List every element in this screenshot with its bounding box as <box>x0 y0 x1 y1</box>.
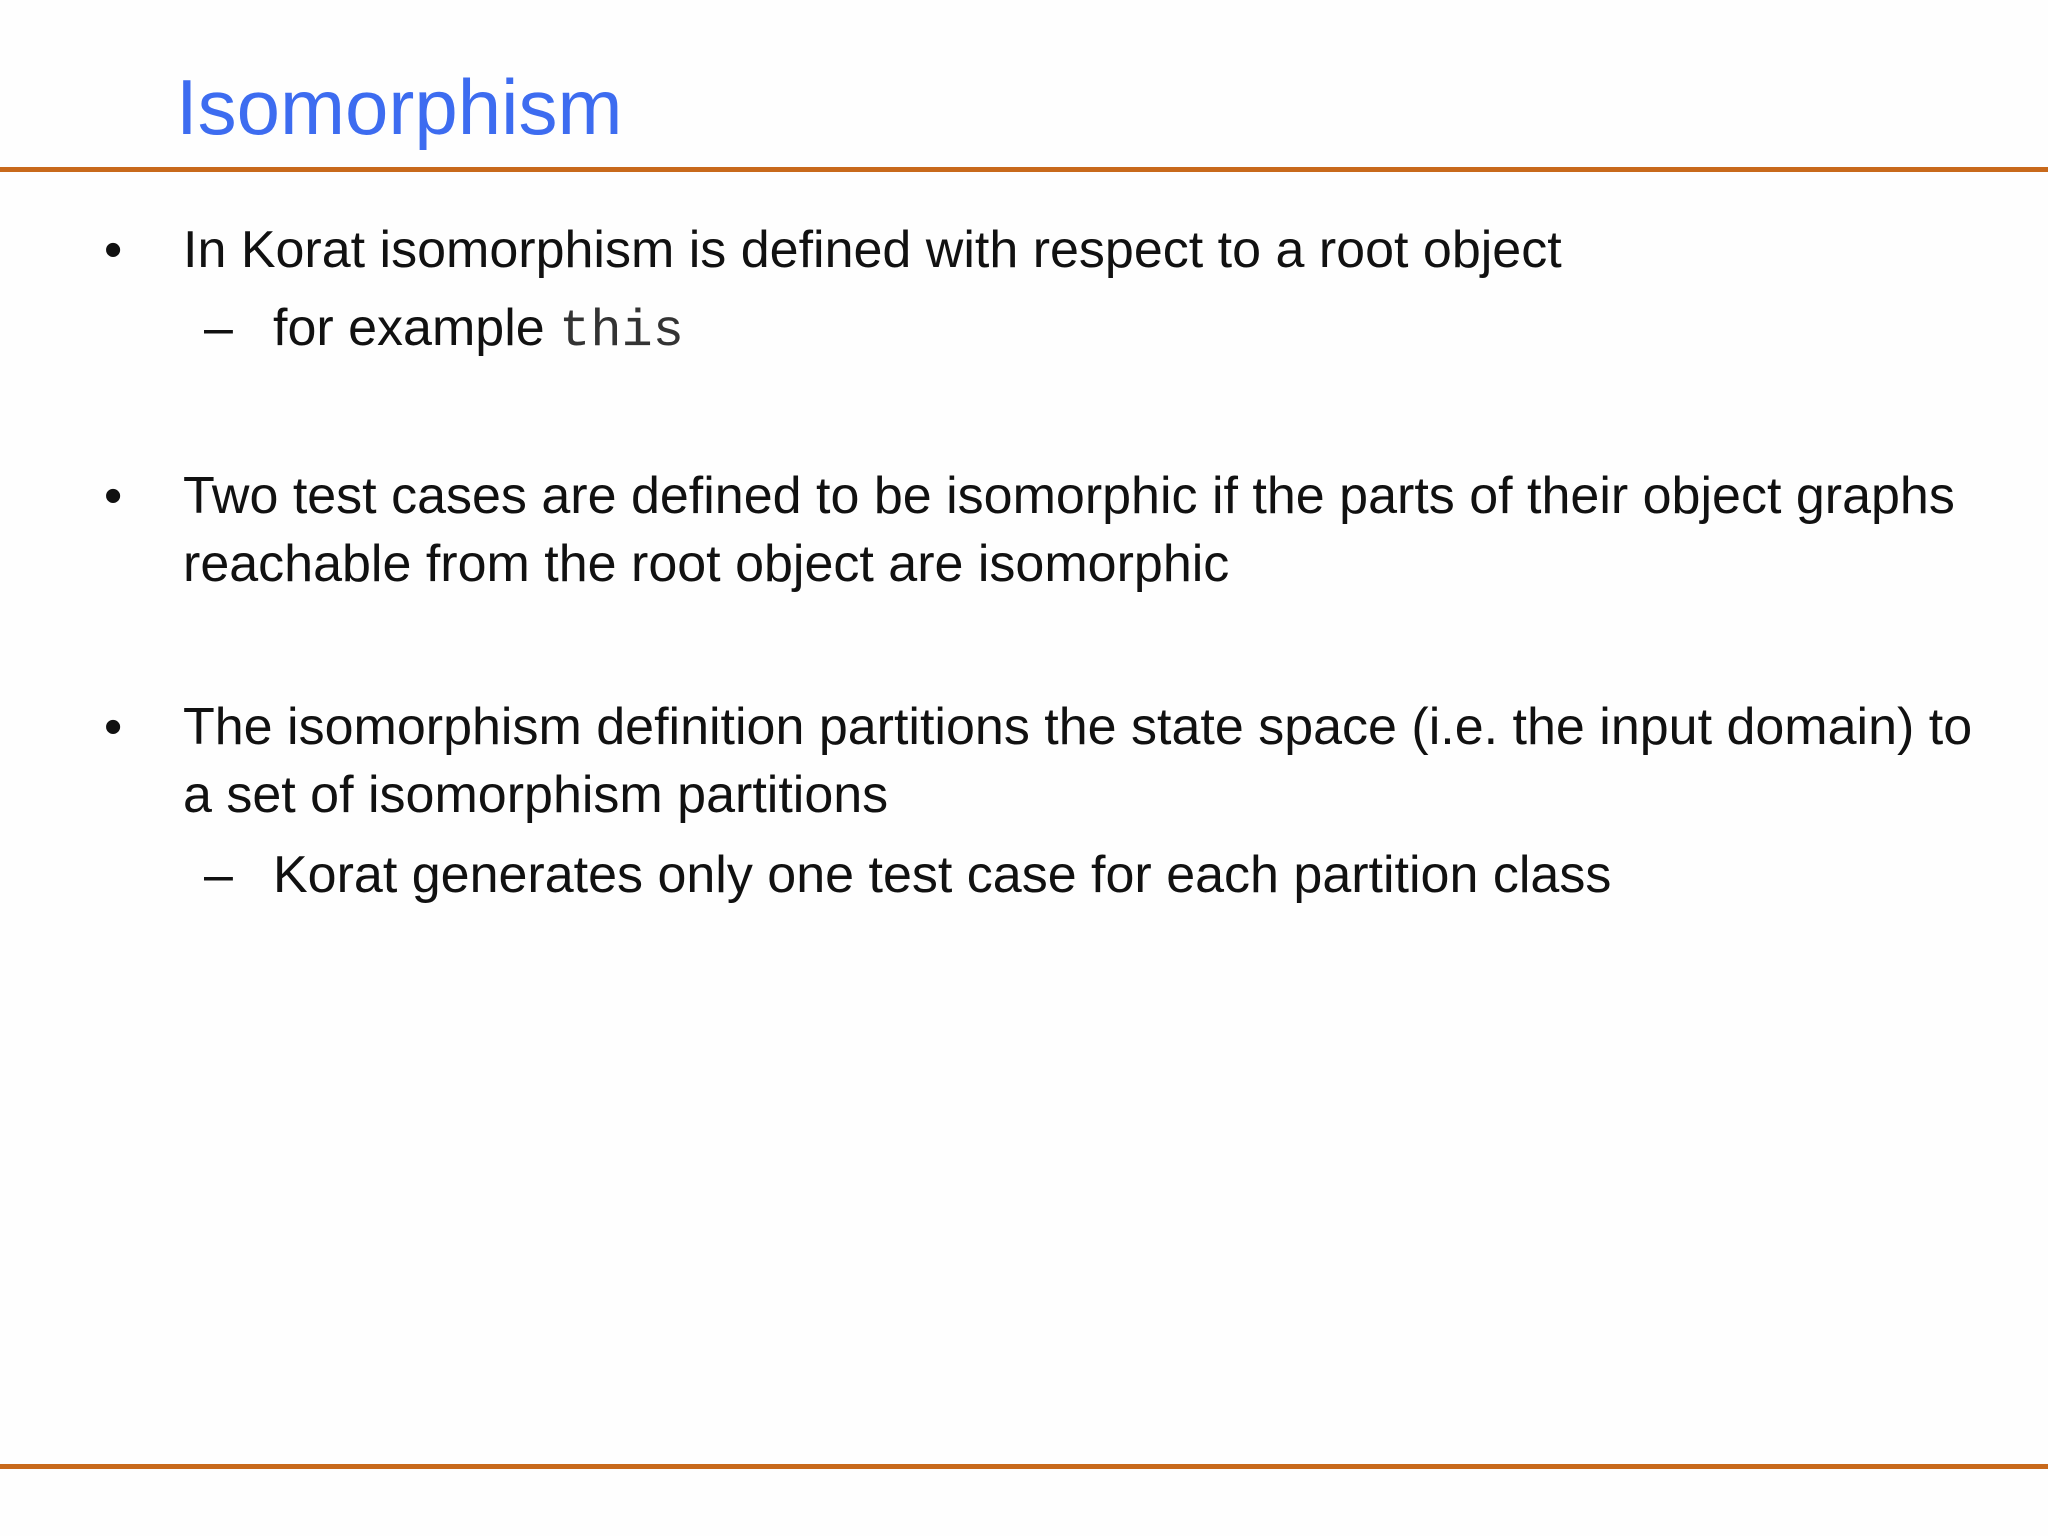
bullet-marker: • <box>104 221 123 279</box>
bottom-divider <box>0 1464 2048 1469</box>
bullet-marker: • <box>104 467 123 525</box>
bullet-marker: • <box>104 698 123 756</box>
sub-marker: – <box>204 846 233 904</box>
sub-text <box>273 294 1973 366</box>
sub-text-label: for example <box>273 299 560 357</box>
slide-title: Isomorphism <box>176 63 623 151</box>
code-snippet: this <box>559 302 684 361</box>
sub-text: Korat generates only one test case for each partition class <box>273 846 1612 904</box>
bullet-text: In Korat isomorphism is defined with respect to a root object <box>183 221 1562 279</box>
bullet-text: The isomorphism definition partitions the state space (i.e. the input domain) to a set of isomorphism partitions <box>183 698 1973 824</box>
sub-marker: – <box>204 299 233 357</box>
bullet-text: Two test cases are defined to be isomorphic if the parts of their object graphs reachable from the root object are isomorphic <box>183 467 1955 593</box>
top-divider <box>0 167 2048 172</box>
